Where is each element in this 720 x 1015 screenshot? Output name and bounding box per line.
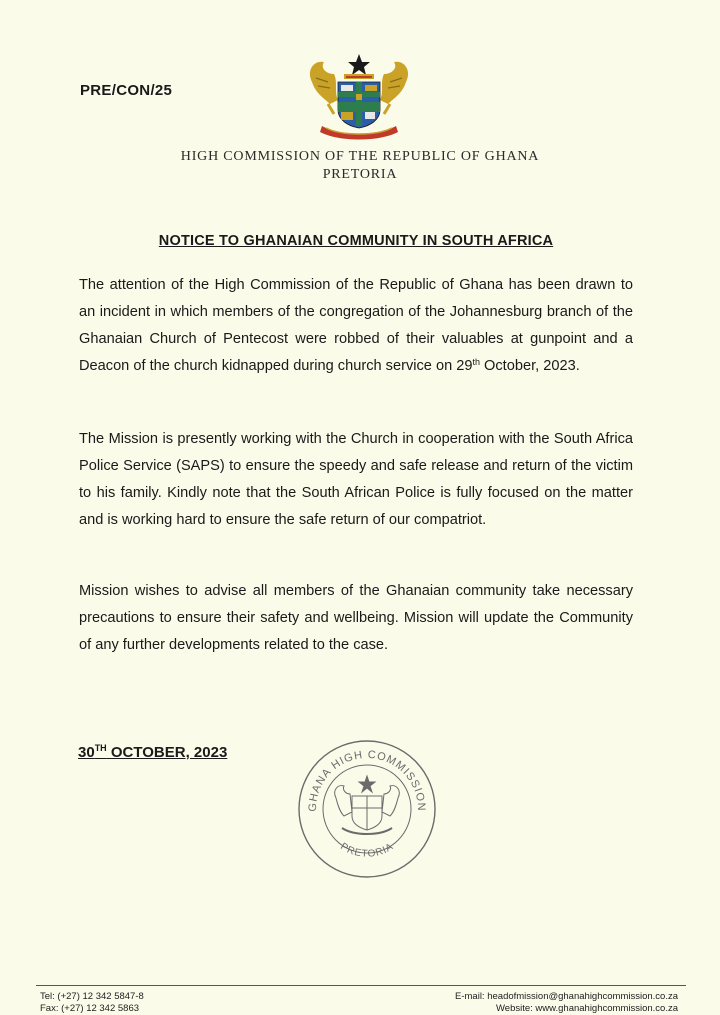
paragraph-1 xyxy=(79,272,633,380)
reference-number: PRE/CON/25 xyxy=(80,82,173,99)
paragraph-1-text: The attention of the High Commission of the Republic of Ghana has been drawn to an incident in which members of the congregation of the Johannesburg branch of the Ghanaian Church of Pentecost were robbed of their valuables at gunpoint and a Deacon of the church kidnapped during church service on 29 xyxy=(79,277,633,374)
paragraph-1-date-rest: October, 2023. xyxy=(479,358,580,374)
stamp-top-text: GHANA HIGH COMMISSION xyxy=(306,748,428,812)
notice-date-rest: OCTOBER, 2023 xyxy=(106,744,228,761)
ghana-coat-of-arms-icon xyxy=(304,52,414,140)
stamp-bottom-text: PRETORIA xyxy=(338,841,396,860)
stamp-crest-icon xyxy=(335,776,400,834)
mission-name xyxy=(0,148,720,184)
notice-date xyxy=(78,744,227,761)
mission-name-line1: HIGH COMMISSION OF THE REPUBLIC OF GHANA xyxy=(180,149,540,164)
footer-contact-phone xyxy=(40,991,144,1015)
footer-tel: Tel: (+27) 12 342 5847-8 xyxy=(40,991,144,1002)
footer-email[interactable]: E-mail: headofmission@ghanahighcommission.co.za xyxy=(455,991,678,1002)
paragraph-1-ordinal: th xyxy=(472,357,480,367)
paragraph-3: Mission wishes to advise all members of the Ghanaian community take necessary precautions to ensure their safety and wellbeing. Mission will update the Community of any further developments related to the case. xyxy=(79,583,633,653)
svg-text:PRETORIA xyxy=(338,841,395,860)
footer-website[interactable]: Website: www.ghanahighcommission.co.za xyxy=(496,1003,678,1014)
notice-date-day: 30 xyxy=(78,744,95,761)
notice-title: NOTICE TO GHANAIAN COMMUNITY IN SOUTH AFRICA xyxy=(158,233,554,249)
notice-date-ordinal: TH xyxy=(94,743,107,753)
footer-divider xyxy=(36,985,686,986)
paragraph-2: The Mission is presently working with the Church in cooperation with the South Africa Police Service (SAPS) to ensure the speedy and safe release and return of the victim to his family. Kindly note that the South African Police is fully focused on the matter and is working hard to ensure the safe return of our compatriot. xyxy=(79,431,633,528)
official-stamp xyxy=(296,738,438,880)
footer-fax: Fax: (+27) 12 342 5863 xyxy=(40,1003,140,1014)
footer-contact-web xyxy=(432,991,678,1015)
mission-name-line2: PRETORIA xyxy=(322,167,398,182)
